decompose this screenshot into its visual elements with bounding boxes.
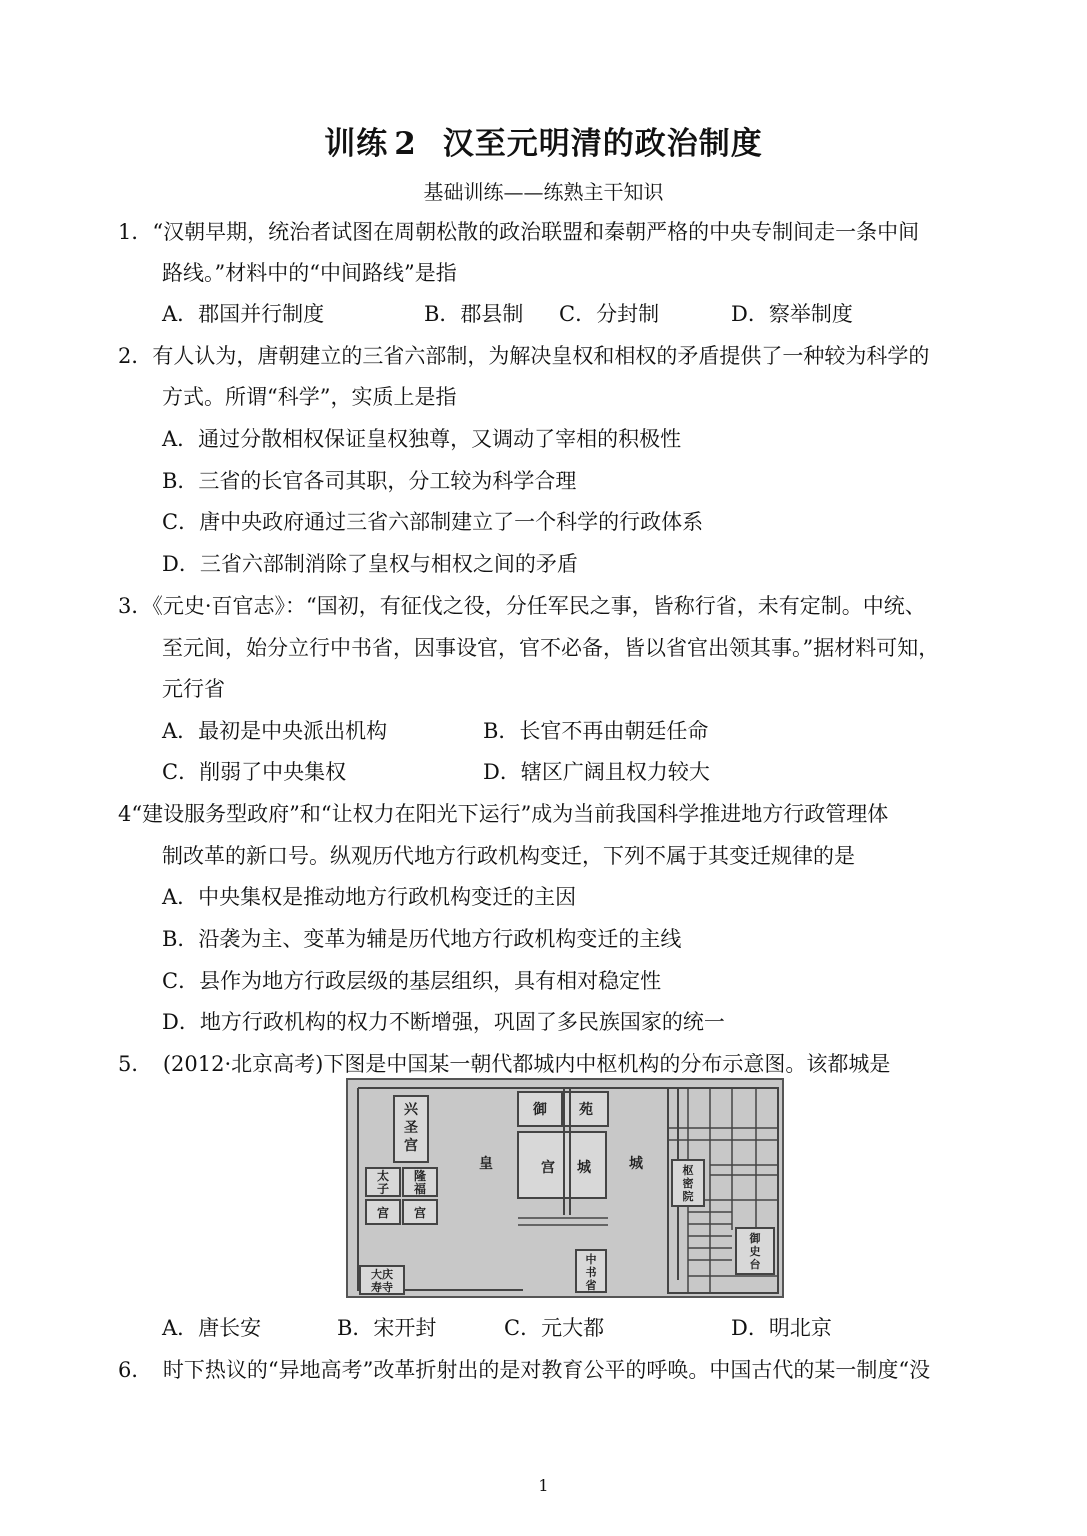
label-gong-right: 宫 xyxy=(413,1206,427,1220)
label-gong: 宫 xyxy=(541,1160,555,1176)
label-xing-gong: 宫 xyxy=(404,1138,418,1154)
label-cheng-outer: 城 xyxy=(629,1156,643,1172)
q3-line3: 元行省 xyxy=(162,677,225,701)
q4-option-c: C．县作为地方行政层级的基层组织，具有相对稳定性 xyxy=(162,969,662,993)
label-yu: 御 xyxy=(533,1102,547,1118)
capital-city-map xyxy=(346,1078,784,1298)
label-zhong: 中 xyxy=(585,1253,597,1266)
capital-city-map-svg xyxy=(348,1080,782,1296)
q2-line1: 2．有人认为，唐朝建立的三省六部制，为解决皇权和相权的矛盾提供了一种较为科学的 xyxy=(118,344,930,368)
label-sheng2: 省 xyxy=(585,1279,597,1292)
page-title xyxy=(0,118,1087,163)
q1-option-b: B．郡县制 xyxy=(424,302,524,326)
q2-option-c: C．唐中央政府通过三省六部制建立了一个科学的行政体系 xyxy=(162,510,704,534)
q3-option-a: A．最初是中央派出机构 xyxy=(162,719,388,743)
q4-option-b: B．沿袭为主、变革为辅是历代地方行政机构变迁的主线 xyxy=(162,927,682,951)
label-cheng-inner: 城 xyxy=(577,1160,591,1176)
title-text: 汉至元明清的政治制度 xyxy=(442,126,763,162)
q6-line1: 6． 时下热议的“异地高考”改革折射出的是对教育公平的呼唤。中国古代的某一制度“没 xyxy=(118,1358,931,1382)
q2-option-d: D．三省六部制消除了皇权与相权之间的矛盾 xyxy=(162,552,578,576)
label-shousi: 寿寺 xyxy=(371,1281,393,1294)
q4-option-a: A．中央集权是推动地方行政机构变迁的主因 xyxy=(162,885,577,909)
q3-line2: 至元间，始分立行中书省，因事设官，官不必备，皆以省官出领其事。”据材料可知， xyxy=(162,636,940,660)
label-yuan2: 院 xyxy=(682,1190,694,1203)
label-long: 隆 xyxy=(413,1169,427,1183)
label-xing: 兴 xyxy=(404,1102,418,1118)
q4-line1: 4“建设服务型政府”和“让权力在阳光下运行”成为当前我国科学推进地方行政管理体 xyxy=(118,802,889,826)
q1-option-c: C．分封制 xyxy=(559,302,660,326)
page-subtitle: 基础训练——练熟主干知识 xyxy=(423,180,664,204)
q5-option-d: D．明北京 xyxy=(731,1316,832,1340)
q3-option-c: C．削弱了中央集权 xyxy=(162,760,347,784)
label-yu2: 御 xyxy=(749,1232,761,1245)
label-huang: 皇 xyxy=(479,1156,493,1172)
label-shi: 史 xyxy=(749,1245,761,1258)
q5-option-a: A．唐长安 xyxy=(162,1316,262,1340)
label-daqing: 大庆 xyxy=(371,1268,393,1281)
label-fu: 福 xyxy=(413,1182,427,1196)
q5-option-c: C．元大都 xyxy=(504,1316,605,1340)
q4-option-d: D．地方行政机构的权力不断增强，巩固了多民族国家的统一 xyxy=(162,1010,725,1034)
title-number: 2 xyxy=(394,126,417,162)
q4-line2: 制改革的新口号。纵观历代地方行政机构变迁，下列不属于其变迁规律的是 xyxy=(162,844,855,868)
q5-line1: 5． (2012·北京高考)下图是中国某一朝代都城内中枢机构的分布示意图。该都城是 xyxy=(118,1052,891,1076)
page-number: 1 xyxy=(538,1476,549,1495)
q2-option-b: B．三省的长官各司其职，分工较为科学合理 xyxy=(162,469,577,493)
label-sheng: 圣 xyxy=(404,1120,418,1136)
q2-option-a: A．通过分散相权保证皇权独尊，又调动了宰相的积极性 xyxy=(162,427,682,451)
q1-option-d: D．察举制度 xyxy=(731,302,853,326)
label-tai2: 台 xyxy=(749,1258,761,1271)
q1-option-a: A．郡国并行制度 xyxy=(162,302,325,326)
q1-line1: 1．“汉朝早期，统治者试图在周朝松散的政治联盟和秦朝严格的中央专制间走一条中间 xyxy=(118,220,920,244)
label-gong-left: 宫 xyxy=(376,1206,390,1220)
label-shu2: 书 xyxy=(585,1266,597,1279)
label-mi: 密 xyxy=(682,1177,694,1190)
q1-line2: 路线。”材料中的“中间路线”是指 xyxy=(162,261,457,285)
q3-option-d: D．辖区广阔且权力较大 xyxy=(483,760,710,784)
q5-option-b: B．宋开封 xyxy=(337,1316,437,1340)
q3-option-b: B．长官不再由朝廷任命 xyxy=(483,719,709,743)
label-zi: 子 xyxy=(376,1182,390,1196)
title-prefix: 训练 xyxy=(324,126,389,162)
label-shu: 枢 xyxy=(682,1164,694,1177)
label-yuan: 苑 xyxy=(579,1102,593,1118)
label-tai: 太 xyxy=(376,1169,390,1183)
q3-line1: 3．《元史·百官志》：“国初，有征伐之役，分任军民之事，皆称行省，未有定制。中统、 xyxy=(118,594,926,618)
q2-line2: 方式。所谓“科学”，实质上是指 xyxy=(162,385,457,409)
